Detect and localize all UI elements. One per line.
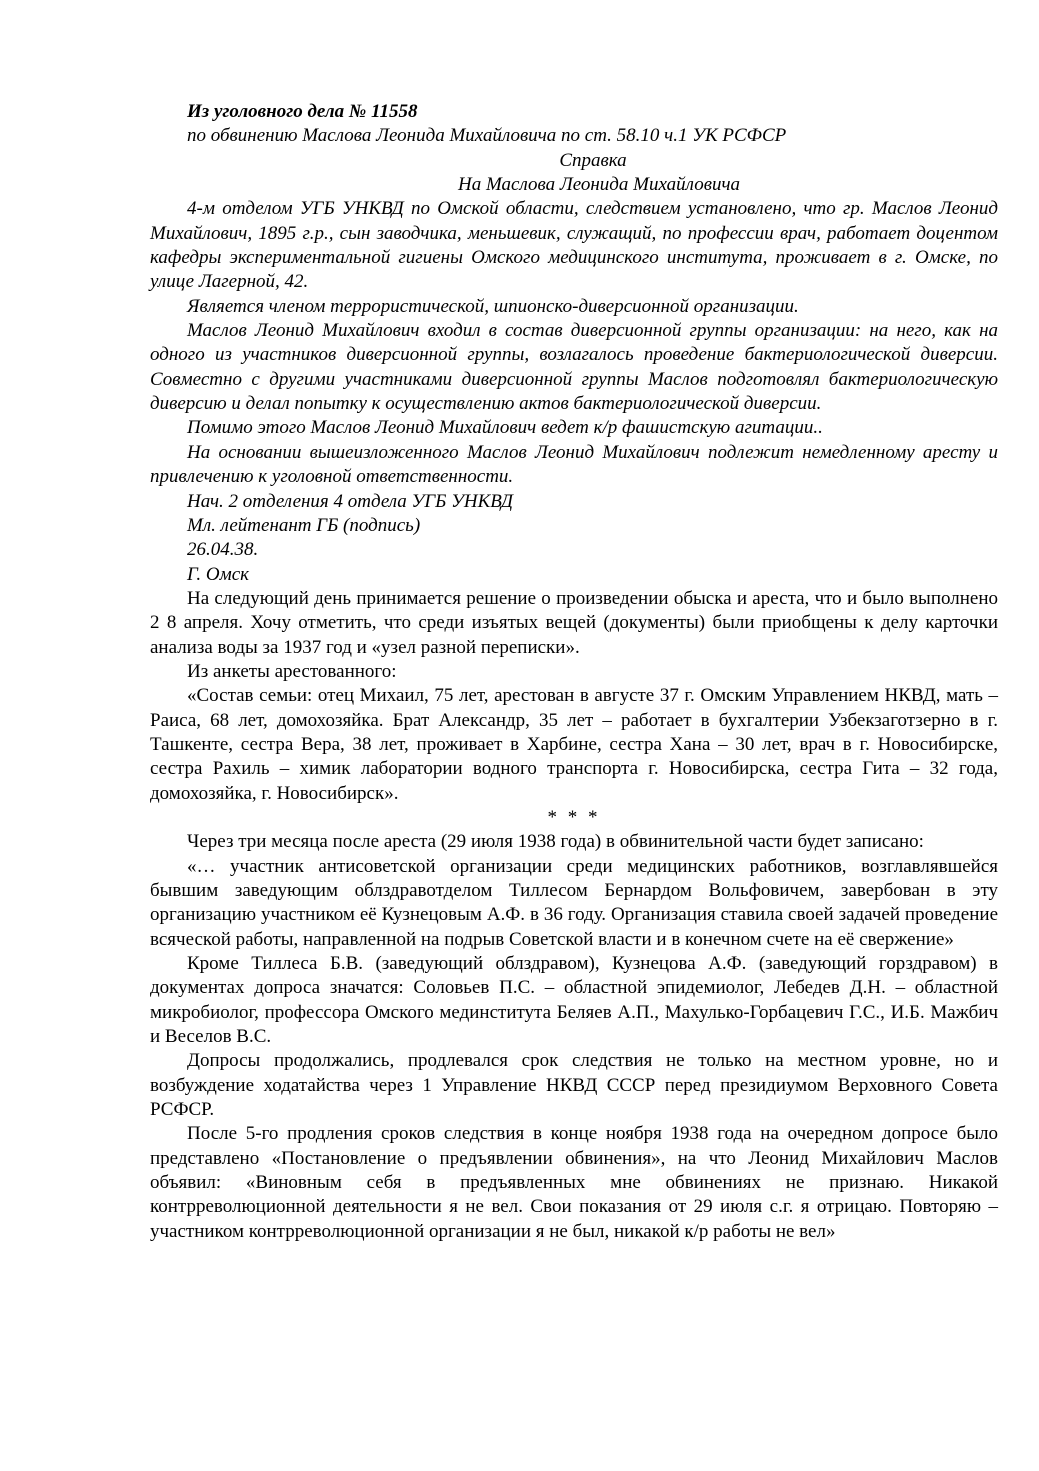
certificate-paragraph: На основании вышеизложенного Маслов Леонид Михайлович подлежит немедленному аресту и привлечению к уголовной ответственности. [150, 441, 998, 488]
signature-date: 26.04.38. [187, 539, 259, 561]
certificate-paragraph: Маслов Леонид Михайлович входил в состав диверсионной группы организации: на него, как на одного из участников диверсионной группы, возлагалось проведение бактериологической диверсии. Совместно с другими участниками диверсионной группы Маслов подготовлял бактериологическую диверсию и делал попытку к осуществлению актов бактериологической диверсии. [150, 320, 998, 415]
indictment-quote: «… участник антисоветской организации среди медицинских работников, возглавлявшейся бывшим заведующим облздравотделом Тиллесом Бернардом Вольфовичем, завербован в эту организацию участником её Кузнецовым А.Ф. в 36 году. Организация ставила своей задачей проведение всяческой работы, направленной на подрыв Советской власти и в конечном счете на её свержение» [150, 855, 998, 950]
narrative-paragraph: На следующий день принимается решение о произведении обыска и ареста, что и было выполнено 2 8 апреля. Хочу отметить, что среди изъятых вещей (документы) были приобщены к делу карточки анализа воды за 1937 год и «узел разной переписки». [150, 587, 998, 658]
narrative-paragraph: Кроме Тиллеса Б.В. (заведующий облздравом), Кузнецова А.Ф. (заведующий горздравом) в документах допроса значатся: Соловьев П.С. – областной эпидемиолог, Лебедев Д.Н. – областной микробиолог, профессора Омского мединститута Беляев А.П., Махулько-Горбацевич Г.С., И.Б. Мажбич и Веселов В.С. [150, 953, 998, 1048]
narrative-paragraph: Допросы продолжались, продлевался срок следствия не только на местном уровне, но и возбуждение ходатайства через 1 Управление НКВД СССР перед президиумом Верховного Совета РСФСР. [150, 1050, 998, 1121]
signature-position: Нач. 2 отделения 4 отдела УГБ УНКВД [187, 490, 513, 512]
signature-rank: Мл. лейтенант ГБ (подпись) [187, 514, 421, 536]
narrative-paragraph: После 5-го продления сроков следствия в конце ноября 1938 года на очередном допросе было представлено «Постановление о предъявлении обвинения», на что Леонид Михайлович Маслов объявил: «Виновным себя в предъявленных мне обвинениях не признаю. Никакой контрреволюционной деятельности я не вел. Свои показания от 29 июля с.г. я отрицаю. Повторяю – участником контрреволюционной организации я не был, никакой к/р работы не вел» [150, 1123, 998, 1242]
family-quote: «Состав семьи: отец Михаил, 75 лет, арестован в августе 37 г. Омским Управлением НКВД, мать – Раиса, 68 лет, домохозяйка. Брат Александр, 35 лет – работает в бухгалтерии Узбекзаготзерно в г. Ташкенте, сестра Вера, 38 лет, проживает в Харбине, сестра Хана – 30 лет, врач в г. Новосибирске, сестра Рахиль – химик лаборатории водного транспорта г. Новосибирска, сестра Гита – 32 года, домохозяйка, г. Новосибирск». [150, 685, 998, 804]
narrative-paragraph: Через три месяца после ареста (29 июля 1938 года) в обвинительной части будет записано: [187, 831, 924, 853]
narrative-paragraph: Из анкеты арестованного: [187, 660, 397, 682]
certificate-paragraph: Помимо этого Маслов Леонид Михайлович ведет к/р фашистскую агитации.. [187, 417, 823, 439]
certificate-paragraph: Является членом террористической, шпионско-диверсионной организации. [187, 295, 799, 317]
section-separator: * * * [547, 806, 601, 828]
signature-place: Г. Омск [187, 563, 250, 585]
case-title: Из уголовного дела № 11558 [187, 101, 418, 122]
certificate-heading [150, 149, 998, 198]
document-page [150, 100, 998, 1244]
certificate-paragraph: 4-м отделом УГБ УНКВД по Омской области, следствием установлено, что гр. Маслов Леонид Михайлович, 1895 г.р., сын заводчика, меньшевик, служащий, по профессии врач, работает доцентом кафедры экспериментальной гигиены Омского медицинского института, проживает в г. Омске, по улице Лагерной, 42. [150, 198, 998, 293]
certificate-title: Справка [559, 149, 627, 171]
charge-line: по обвинению Маслова Леонида Михайловича по ст. 58.10 ч.1 УК РСФСР [187, 125, 787, 147]
certificate-subject: На Маслова Леонида Михайловича [457, 174, 741, 196]
